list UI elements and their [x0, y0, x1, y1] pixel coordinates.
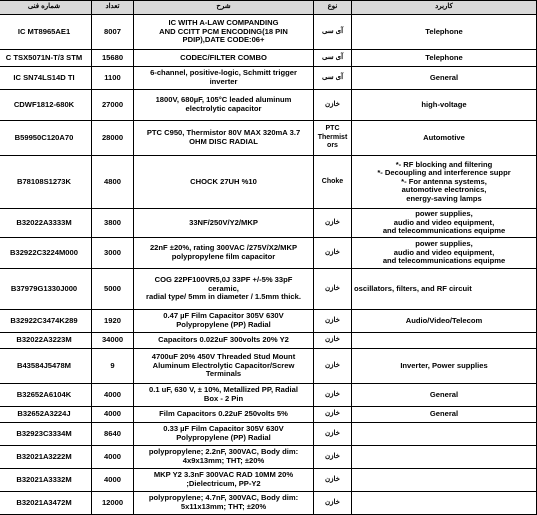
- header-application: کاربرد: [352, 1, 537, 15]
- cell-quantity[interactable]: 3800: [92, 209, 134, 238]
- cell-part-number[interactable]: B59950C120A70: [0, 121, 92, 156]
- cell-part-number[interactable]: B32021A3222M: [0, 446, 92, 469]
- cell-application[interactable]: Automotive: [352, 121, 537, 156]
- cell-type[interactable]: خازن: [314, 90, 352, 121]
- table-row: [0, 15, 537, 50]
- cell-quantity[interactable]: 15680: [92, 50, 134, 67]
- cell-part-number[interactable]: IC SN74LS14D TI: [0, 67, 92, 90]
- cell-quantity[interactable]: 8640: [92, 423, 134, 446]
- cell-application[interactable]: [352, 492, 537, 515]
- cell-part-number[interactable]: C TSX5071N-T/3 STM: [0, 50, 92, 67]
- cell-part-number[interactable]: B32922C3474K289: [0, 310, 92, 333]
- cell-application[interactable]: [352, 423, 537, 446]
- table-row: [0, 269, 537, 310]
- cell-type[interactable]: آی سی: [314, 15, 352, 50]
- table-row: [0, 156, 537, 209]
- table-row: [0, 407, 537, 423]
- cell-part-number[interactable]: B32021A3472M: [0, 492, 92, 515]
- header-quantity: تعداد: [92, 1, 134, 15]
- table-row: [0, 446, 537, 469]
- cell-application[interactable]: General: [352, 384, 537, 407]
- table-row: [0, 469, 537, 492]
- cell-application[interactable]: [352, 469, 537, 492]
- cell-type[interactable]: خازن: [314, 349, 352, 384]
- cell-type[interactable]: خازن: [314, 269, 352, 310]
- cell-part-number[interactable]: B32652A6104K: [0, 384, 92, 407]
- cell-description[interactable]: CHOCK 27UH %10: [134, 156, 314, 209]
- cell-description[interactable]: 4700uF 20% 450V Threaded Stud Mount Aluminum Electrolytic Capacitor/Screw Terminals: [134, 349, 314, 384]
- cell-application[interactable]: Inverter, Power supplies: [352, 349, 537, 384]
- table-row: [0, 333, 537, 349]
- cell-part-number[interactable]: B32021A3332M: [0, 469, 92, 492]
- header-row: [0, 1, 537, 15]
- cell-type[interactable]: خازن: [314, 423, 352, 446]
- table-row: [0, 90, 537, 121]
- table-row: [0, 67, 537, 90]
- cell-quantity[interactable]: 1100: [92, 67, 134, 90]
- cell-type[interactable]: آی سی: [314, 50, 352, 67]
- cell-part-number[interactable]: B32922C3224M000: [0, 238, 92, 269]
- cell-description[interactable]: 22nF ±20%, rating 300VAC /275V/X2/MKP polypropylene film capacitor: [134, 238, 314, 269]
- cell-quantity[interactable]: 4000: [92, 469, 134, 492]
- cell-quantity[interactable]: 3000: [92, 238, 134, 269]
- cell-quantity[interactable]: 9: [92, 349, 134, 384]
- cell-application[interactable]: *- RF blocking and filtering *- Decoupling and interference suppr *- For antenna systems, automotive electronics, energy-saving lamps: [352, 156, 537, 209]
- cell-part-number[interactable]: B37979G1330J000: [0, 269, 92, 310]
- cell-quantity[interactable]: 4000: [92, 407, 134, 423]
- cell-description[interactable]: 0.47 µF Film Capacitor 305V 630V Polypropylene (PP) Radial: [134, 310, 314, 333]
- cell-application[interactable]: General: [352, 67, 537, 90]
- cell-description[interactable]: polypropylene; 2.2nF, 300VAC, Body dim: 4x9x13mm; THT; ±20%: [134, 446, 314, 469]
- cell-description[interactable]: IC WITH A-LAW COMPANDING AND CCITT PCM ENCODING(18 PIN PDIP),DATE CODE:06+: [134, 15, 314, 50]
- header-part-number: شماره فنی: [0, 1, 92, 15]
- cell-quantity[interactable]: 4000: [92, 384, 134, 407]
- cell-quantity[interactable]: 5000: [92, 269, 134, 310]
- cell-description[interactable]: Film Capacitors 0.22uF 250volts 5%: [134, 407, 314, 423]
- cell-quantity[interactable]: 28000: [92, 121, 134, 156]
- cell-quantity[interactable]: 1920: [92, 310, 134, 333]
- cell-part-number[interactable]: B78108S1273K: [0, 156, 92, 209]
- table-row: [0, 349, 537, 384]
- cell-part-number[interactable]: CDWF1812-680K: [0, 90, 92, 121]
- cell-application[interactable]: [352, 446, 537, 469]
- cell-part-number[interactable]: B32923C3334M: [0, 423, 92, 446]
- table-row: [0, 121, 537, 156]
- cell-application[interactable]: Telephone: [352, 50, 537, 67]
- cell-description[interactable]: 0.1 uF, 630 V, ± 10%, Metallized PP, Radial Box - 2 Pin: [134, 384, 314, 407]
- table-row: [0, 423, 537, 446]
- cell-application[interactable]: Audio/Video/Telecom: [352, 310, 537, 333]
- cell-type[interactable]: خازن: [314, 384, 352, 407]
- cell-application[interactable]: power supplies, audio and video equipment, and telecommunications equipme: [352, 238, 537, 269]
- cell-application[interactable]: high-voltage: [352, 90, 537, 121]
- cell-description[interactable]: Capacitors 0.022uF 300volts 20% Y2: [134, 333, 314, 349]
- table-row: [0, 310, 537, 333]
- cell-application[interactable]: Telephone: [352, 15, 537, 50]
- cell-description[interactable]: PTC C950, Thermistor 80V MAX 320mA 3.7 OHM DISC RADIAL: [134, 121, 314, 156]
- cell-description[interactable]: 6-channel, positive-logic, Schmitt trigger inverter: [134, 67, 314, 90]
- table-row: [0, 50, 537, 67]
- cell-part-number[interactable]: B32022A3223M: [0, 333, 92, 349]
- cell-type[interactable]: خازن: [314, 446, 352, 469]
- table-row: [0, 492, 537, 515]
- table-row: [0, 384, 537, 407]
- cell-description[interactable]: 0.33 µF Film Capacitor 305V 630V Polypropylene (PP) Radial: [134, 423, 314, 446]
- cell-type[interactable]: خازن: [314, 492, 352, 515]
- cell-part-number[interactable]: B32022A3333M: [0, 209, 92, 238]
- header-description: شرح: [134, 1, 314, 15]
- cell-quantity[interactable]: 27000: [92, 90, 134, 121]
- cell-application[interactable]: [352, 333, 537, 349]
- table-row: [0, 209, 537, 238]
- cell-type[interactable]: خازن: [314, 333, 352, 349]
- cell-description[interactable]: 1800V, 680µF, 105°C leaded aluminum electrolytic capacitor: [134, 90, 314, 121]
- cell-part-number[interactable]: IC MT8965AE1: [0, 15, 92, 50]
- cell-type[interactable]: خازن: [314, 310, 352, 333]
- cell-description[interactable]: COG 22PF100VR5,0J 33PF +/-5% 33pF ceramic, radial type/ 5mm in diameter / 1.5mm thick.: [134, 269, 314, 310]
- cell-description[interactable]: CODEC/FILTER COMBO: [134, 50, 314, 67]
- cell-quantity[interactable]: 34000: [92, 333, 134, 349]
- cell-type[interactable]: PTC Thermist ors: [314, 121, 352, 156]
- cell-description[interactable]: polypropylene; 4.7nF, 300VAC, Body dim: 5x11x13mm; THT; ±20%: [134, 492, 314, 515]
- cell-type[interactable]: خازن: [314, 238, 352, 269]
- cell-quantity[interactable]: 4800: [92, 156, 134, 209]
- cell-application[interactable]: oscillators, filters, and RF circuit: [352, 269, 537, 310]
- cell-type[interactable]: Choke: [314, 156, 352, 209]
- cell-quantity[interactable]: 12000: [92, 492, 134, 515]
- cell-type[interactable]: خازن: [314, 209, 352, 238]
- cell-part-number[interactable]: B32652A3224J: [0, 407, 92, 423]
- cell-part-number[interactable]: B43584J5478M: [0, 349, 92, 384]
- cell-type[interactable]: آی سی: [314, 67, 352, 90]
- cell-application[interactable]: power supplies, audio and video equipment, and telecommunications equipme: [352, 209, 537, 238]
- cell-type[interactable]: خازن: [314, 469, 352, 492]
- cell-description[interactable]: 33NF/250V/Y2/MKP: [134, 209, 314, 238]
- cell-quantity[interactable]: 8007: [92, 15, 134, 50]
- table-row: [0, 238, 537, 269]
- cell-description[interactable]: MKP Y2 3.3nF 300VAC RAD 10MM 20% ;Dielectricum, PP-Y2: [134, 469, 314, 492]
- cell-quantity[interactable]: 4000: [92, 446, 134, 469]
- header-type: نوع: [314, 1, 352, 15]
- cell-application[interactable]: General: [352, 407, 537, 423]
- cell-type[interactable]: خازن: [314, 407, 352, 423]
- table-body: [0, 15, 537, 515]
